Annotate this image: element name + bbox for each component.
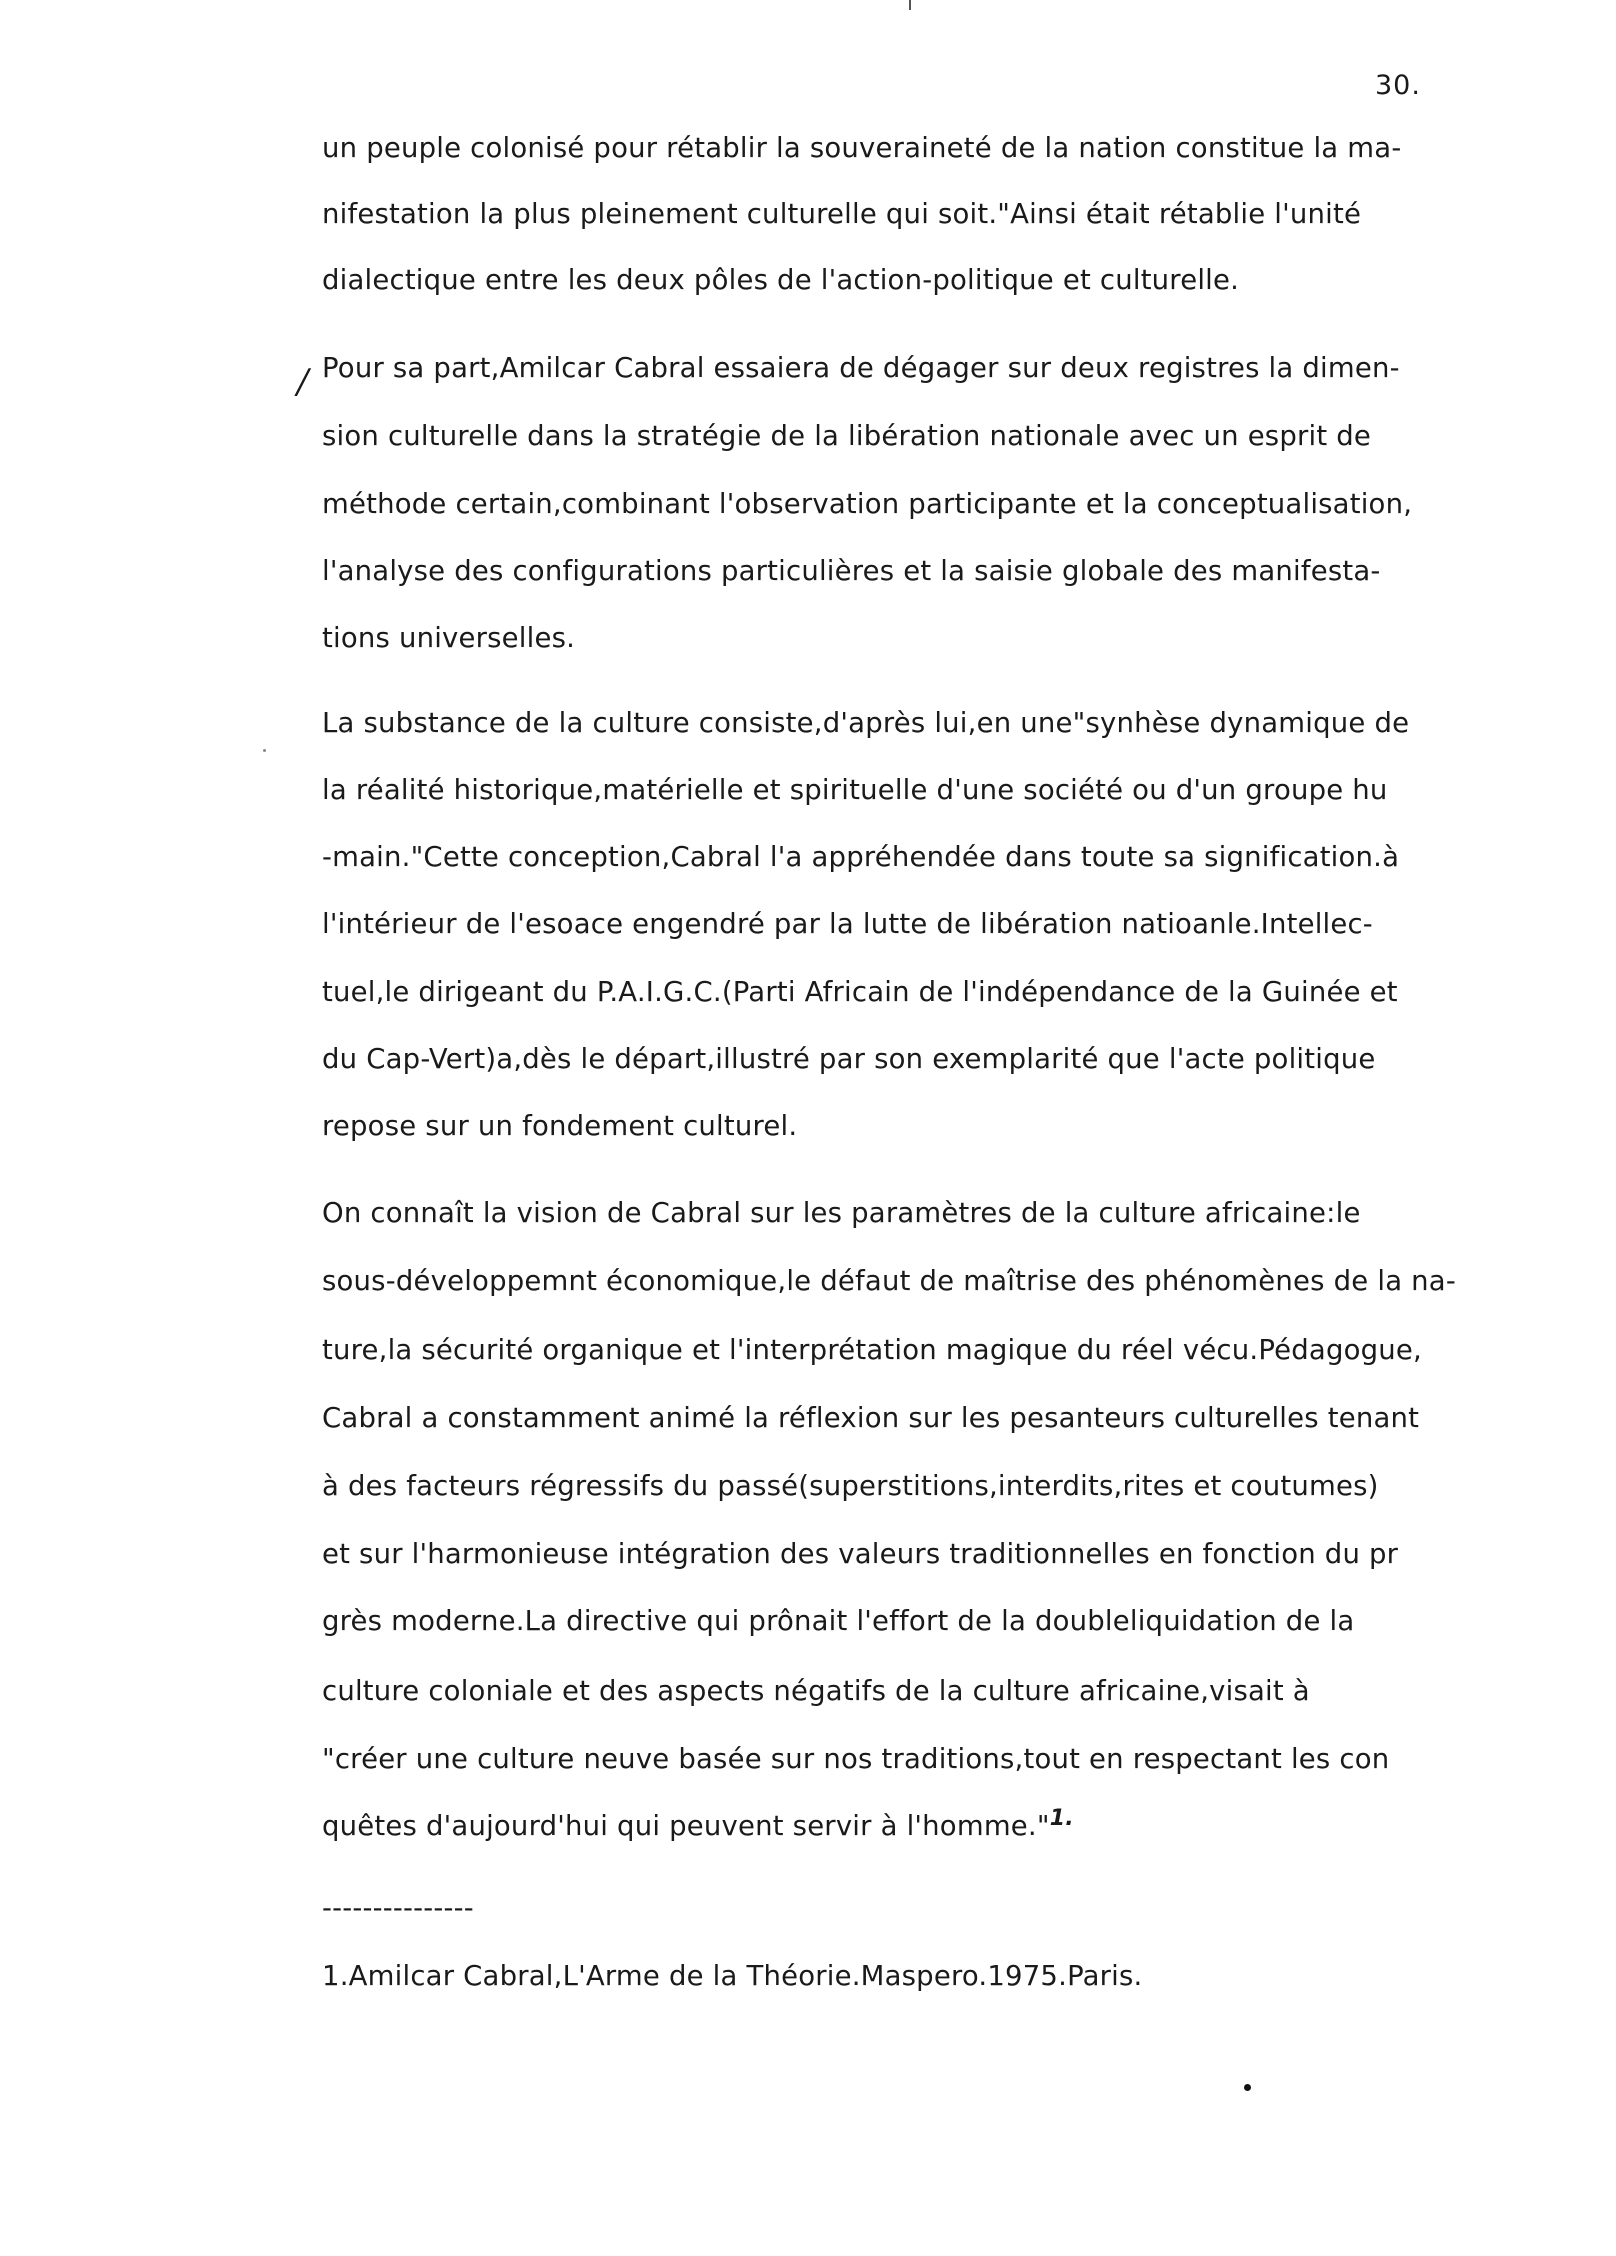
text-line: tions universelles. [322, 622, 576, 654]
text-line: du Cap-Vert)a,dès le départ,illustré par son exemplarité que l'acte politique [322, 1043, 1376, 1075]
text-line: dialectique entre les deux pôles de l'action-politique et culturelle. [322, 264, 1240, 296]
text-line: "créer une culture neuve basée sur nos traditions,tout en respectant les con [322, 1743, 1390, 1775]
footnote-reference: 1. [1049, 1806, 1074, 1831]
text-line: On connaît la vision de Cabral sur les paramètres de la culture africaine:le [322, 1197, 1361, 1229]
text-line: un peuple colonisé pour rétablir la souveraineté de la nation constitue la ma- [322, 132, 1402, 164]
text-line: tuel,le dirigeant du P.A.I.G.C.(Parti Africain de l'indépendance de la Guinée et [322, 976, 1398, 1008]
text-line: Cabral a constamment animé la réflexion sur les pesanteurs culturelles tenant [322, 1402, 1420, 1434]
margin-annotation: / [297, 362, 309, 402]
text-line: méthode certain,combinant l'observation participante et la conceptualisation, [322, 488, 1413, 520]
text-line: sous-développemnt économique,le défaut de maîtrise des phénomènes de la na- [322, 1265, 1456, 1297]
stray-mark [263, 749, 266, 752]
top-tick-mark [909, 0, 911, 10]
text-line: à des facteurs régressifs du passé(superstitions,interdits,rites et coutumes) [322, 1470, 1379, 1502]
text-line: Pour sa part,Amilcar Cabral essaiera de dégager sur deux registres la dimen- [322, 352, 1400, 384]
text-line: l'intérieur de l'esoace engendré par la lutte de libération natioanle.Intellec- [322, 908, 1373, 940]
text-line: culture coloniale et des aspects négatifs de la culture africaine,visait à [322, 1675, 1310, 1707]
text-line: La substance de la culture consiste,d'après lui,en une"synhèse dynamique de [322, 707, 1410, 739]
text-line: la réalité historique,matérielle et spirituelle d'une société ou d'un groupe hu [322, 774, 1388, 806]
text-line-content: quêtes d'aujourd'hui qui peuvent servir à l'homme." [322, 1810, 1050, 1842]
text-line-last [322, 1806, 1074, 1845]
page-number: 30. [1375, 70, 1421, 101]
text-line: grès moderne.La directive qui prônait l'effort de la doubleliquidation de la [322, 1605, 1355, 1637]
text-line: repose sur un fondement culturel. [322, 1110, 798, 1142]
text-line: -main."Cette conception,Cabral l'a appréhendée dans toute sa signification.à [322, 841, 1400, 873]
footnote-separator: --------------- [322, 1892, 474, 1924]
stray-dot [1244, 2084, 1251, 2091]
text-line: l'analyse des configurations particulières et la saisie globale des manifesta- [322, 555, 1381, 587]
footnote-text: 1.Amilcar Cabral,L'Arme de la Théorie.Maspero.1975.Paris. [322, 1960, 1143, 1992]
text-line: et sur l'harmonieuse intégration des valeurs traditionnelles en fonction du pr [322, 1538, 1399, 1570]
text-line: sion culturelle dans la stratégie de la libération nationale avec un esprit de [322, 420, 1372, 452]
text-line: nifestation la plus pleinement culturelle qui soit."Ainsi était rétablie l'unité [322, 198, 1362, 230]
text-line: ture,la sécurité organique et l'interprétation magique du réel vécu.Pédagogue, [322, 1334, 1422, 1366]
